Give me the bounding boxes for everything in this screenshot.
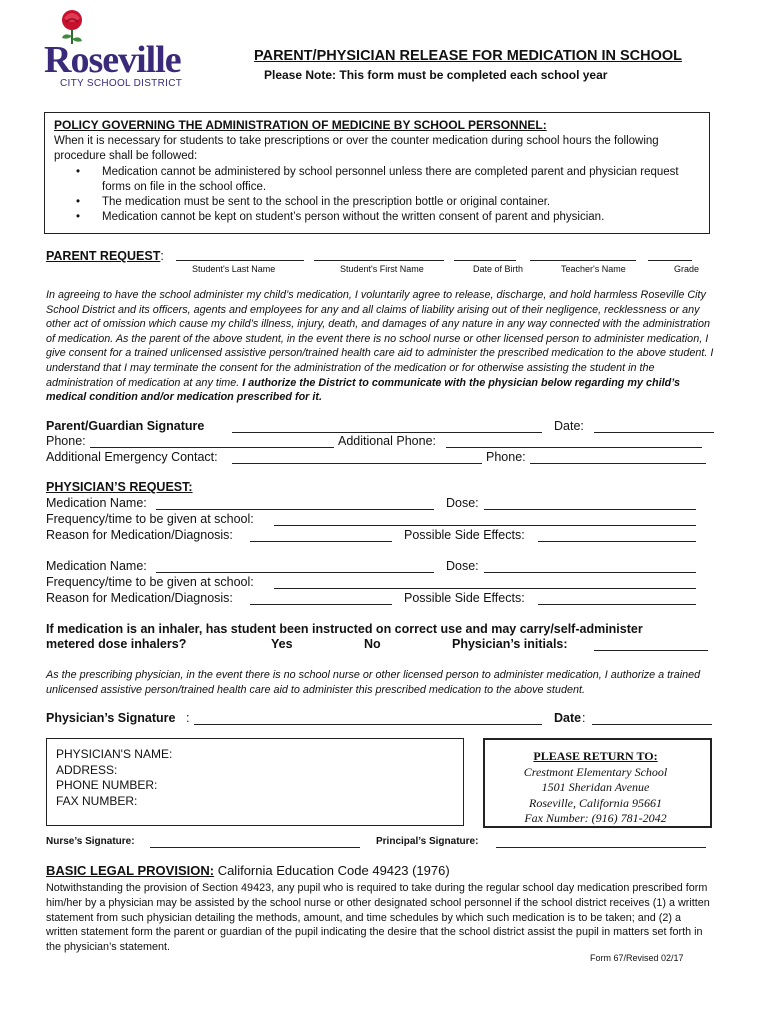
side-effects-label: Possible Side Effects: (404, 528, 525, 542)
principal-signature-field[interactable] (496, 847, 706, 848)
student-first-name-field[interactable] (314, 260, 444, 261)
inhaler-question: If medication is an inhaler, has student been instructed on correct use and may carry/self-administer (46, 622, 643, 636)
nurse-signature-field[interactable] (150, 847, 360, 848)
side-effects-field[interactable] (538, 541, 696, 542)
form-title: PARENT/PHYSICIAN RELEASE FOR MEDICATION IN SCHOOL (254, 48, 683, 64)
emergency-phone-field[interactable] (530, 463, 706, 464)
emergency-contact-label: Additional Emergency Contact: (46, 450, 218, 464)
physician-info-labels (56, 747, 172, 809)
physician-request-heading: PHYSICIAN’S REQUEST: (46, 480, 193, 494)
physician-date-field[interactable] (592, 724, 712, 725)
parent-date-label: Date: (554, 419, 584, 433)
parent-request-heading-row: PARENT REQUEST: (46, 249, 164, 263)
nurse-signature-label: Nurse’s Signature: (46, 836, 135, 847)
medication-name-label-2: Medication Name: (46, 559, 147, 573)
return-to-title: PLEASE RETURN TO: (533, 749, 658, 763)
reason-label: Reason for Medication/Diagnosis: (46, 528, 233, 542)
grade-field[interactable] (648, 260, 692, 261)
policy-list (70, 165, 700, 225)
dose-field[interactable] (484, 509, 696, 510)
policy-intro: When it is necessary for students to take prescriptions or over the counter medication during school hours the following procedure shall be followed: (54, 135, 659, 162)
dose-label-2: Dose: (446, 559, 479, 573)
physician-authorization-text: As the prescribing physician, in the event there is no school nurse or other licensed person to administer medication, I authorize a trained unlicensed assistive person/trained health care aid to administer this prescribed medication to the above student. (46, 669, 701, 696)
frequency-field-2[interactable] (274, 588, 696, 589)
label-student-last-name: Student's Last Name (192, 264, 276, 274)
label-date-of-birth: Date of Birth (473, 264, 524, 274)
side-effects-field-2[interactable] (538, 604, 696, 605)
legal-heading: BASIC LEGAL PROVISION: (46, 863, 215, 878)
reason-label-2: Reason for Medication/Diagnosis: (46, 591, 233, 605)
return-street: 1501 Sheridan Avenue (541, 780, 650, 794)
return-fax: Fax Number: (916) 781-2042 (524, 811, 667, 825)
return-city: Roseville, California 95661 (529, 796, 662, 810)
district-logo-subtitle: CITY SCHOOL DISTRICT (60, 78, 183, 89)
medication-name-label: Medication Name: (46, 496, 147, 510)
policy-bullet: • Medication cannot be kept on student’s person without the written consent of parent and physician. (70, 210, 700, 225)
district-logo-name: Roseville (44, 39, 181, 81)
label-teacher-name: Teacher's Name (561, 264, 626, 274)
phone-label: Phone: (46, 434, 86, 448)
legal-heading-row (46, 863, 450, 878)
physician-address-label: ADDRESS: (56, 762, 118, 777)
principal-signature-label: Principal’s Signature: (376, 836, 479, 847)
medication-name-field[interactable] (156, 509, 434, 510)
frequency-label: Frequency/time to be given at school: (46, 512, 254, 526)
physician-name-label: PHYSICIAN'S NAME: (56, 747, 173, 761)
additional-phone-label: Additional Phone: (338, 434, 436, 448)
teacher-name-field[interactable] (530, 260, 636, 261)
form-note: Please Note: This form must be completed each school year (264, 68, 608, 82)
legal-text: Notwithstanding the provision of Section 49423, any pupil who is required to take during the regular school day medication prescribed form him/her by a physician may be assisted by the school nurse or other designated school personnel if the school district receives (1) a written statement from such physician detailing the methods, amount, and time schedules by which such medication is to be taken; and (2) a written statement form the parent or guardian of the pupil indicating the desire that the school district assist the pupil in matters set forth in the physician’s statement. (46, 882, 710, 954)
parent-signature-field[interactable] (232, 432, 542, 433)
physician-phone-label: PHONE NUMBER: (56, 778, 158, 792)
legal-code: California Education Code 49423 (1976) (217, 863, 450, 878)
dose-field-2[interactable] (484, 572, 696, 573)
inhaler-yes-option[interactable]: Yes (271, 637, 293, 651)
physician-initials-label: Physician’s initials: (452, 637, 568, 651)
physician-date-label: Date (554, 711, 582, 725)
inhaler-question-line-2: metered dose inhalers? (46, 637, 187, 651)
label-grade: Grade (674, 264, 700, 274)
parent-date-field[interactable] (594, 432, 714, 433)
physician-signature-label: Physician’s Signature (46, 711, 176, 725)
physician-fax-label: FAX NUMBER: (56, 793, 138, 808)
parent-request-heading: PARENT REQUEST (46, 249, 161, 263)
emergency-contact-field[interactable] (232, 463, 482, 464)
policy-bullet: • The medication must be sent to the school in the prescription bottle or original container. (70, 195, 700, 210)
policy-title: POLICY GOVERNING THE ADMINISTRATION OF MEDICINE BY SCHOOL PERSONNEL: (54, 118, 547, 132)
phone-field[interactable] (90, 447, 334, 448)
return-school-name: Crestmont Elementary School (523, 765, 668, 779)
dose-label: Dose: (446, 496, 479, 510)
side-effects-label-2: Possible Side Effects: (404, 591, 525, 605)
form-revision: Form 67/Revised 02/17 (590, 953, 684, 963)
additional-phone-field[interactable] (446, 447, 702, 448)
policy-bullet: • Medication cannot be administered by school personnel unless there are completed parent and physician request forms on file in the school office. (70, 165, 700, 195)
emergency-phone-label: Phone: (486, 450, 526, 464)
date-of-birth-field[interactable] (454, 260, 516, 261)
physician-signature-field[interactable] (194, 724, 542, 725)
student-last-name-field[interactable] (176, 260, 304, 261)
parent-agreement-text: In agreeing to have the school administer my child’s medication, I voluntarily agree to release, discharge, and hold harmless Roseville City School District and its officers, agents and employees for any and all claims of liability arising out of their negligence, recklessness or any other act of omission which cause my child’s illness, injury, death, and damages of any nature in any way connected with the administration of medication. As the parent of the above student, in the event there is no school nurse or other licensed person to administer medication, I give consent for a trained unlicensed assistive person/trained health care aid to administer the prescribed medication to the above student. I understand that I may terminate the consent for the administration of the medication or for otherwise assisting the student in the administration of medication at any time. I authorize the District to communicate with the physician below regarding my child’s medical condition and/or medication prescribed for it. (46, 289, 714, 404)
reason-field[interactable] (250, 541, 392, 542)
parent-signature-row: Parent/Guardian Signature (46, 419, 205, 433)
physician-initials-field[interactable] (594, 650, 708, 651)
inhaler-no-option[interactable]: No (364, 637, 381, 651)
reason-field-2[interactable] (250, 604, 392, 605)
label-student-first-name: Student's First Name (340, 264, 424, 274)
frequency-field[interactable] (274, 525, 696, 526)
frequency-label-2: Frequency/time to be given at school: (46, 575, 254, 589)
medication-name-field-2[interactable] (156, 572, 434, 573)
